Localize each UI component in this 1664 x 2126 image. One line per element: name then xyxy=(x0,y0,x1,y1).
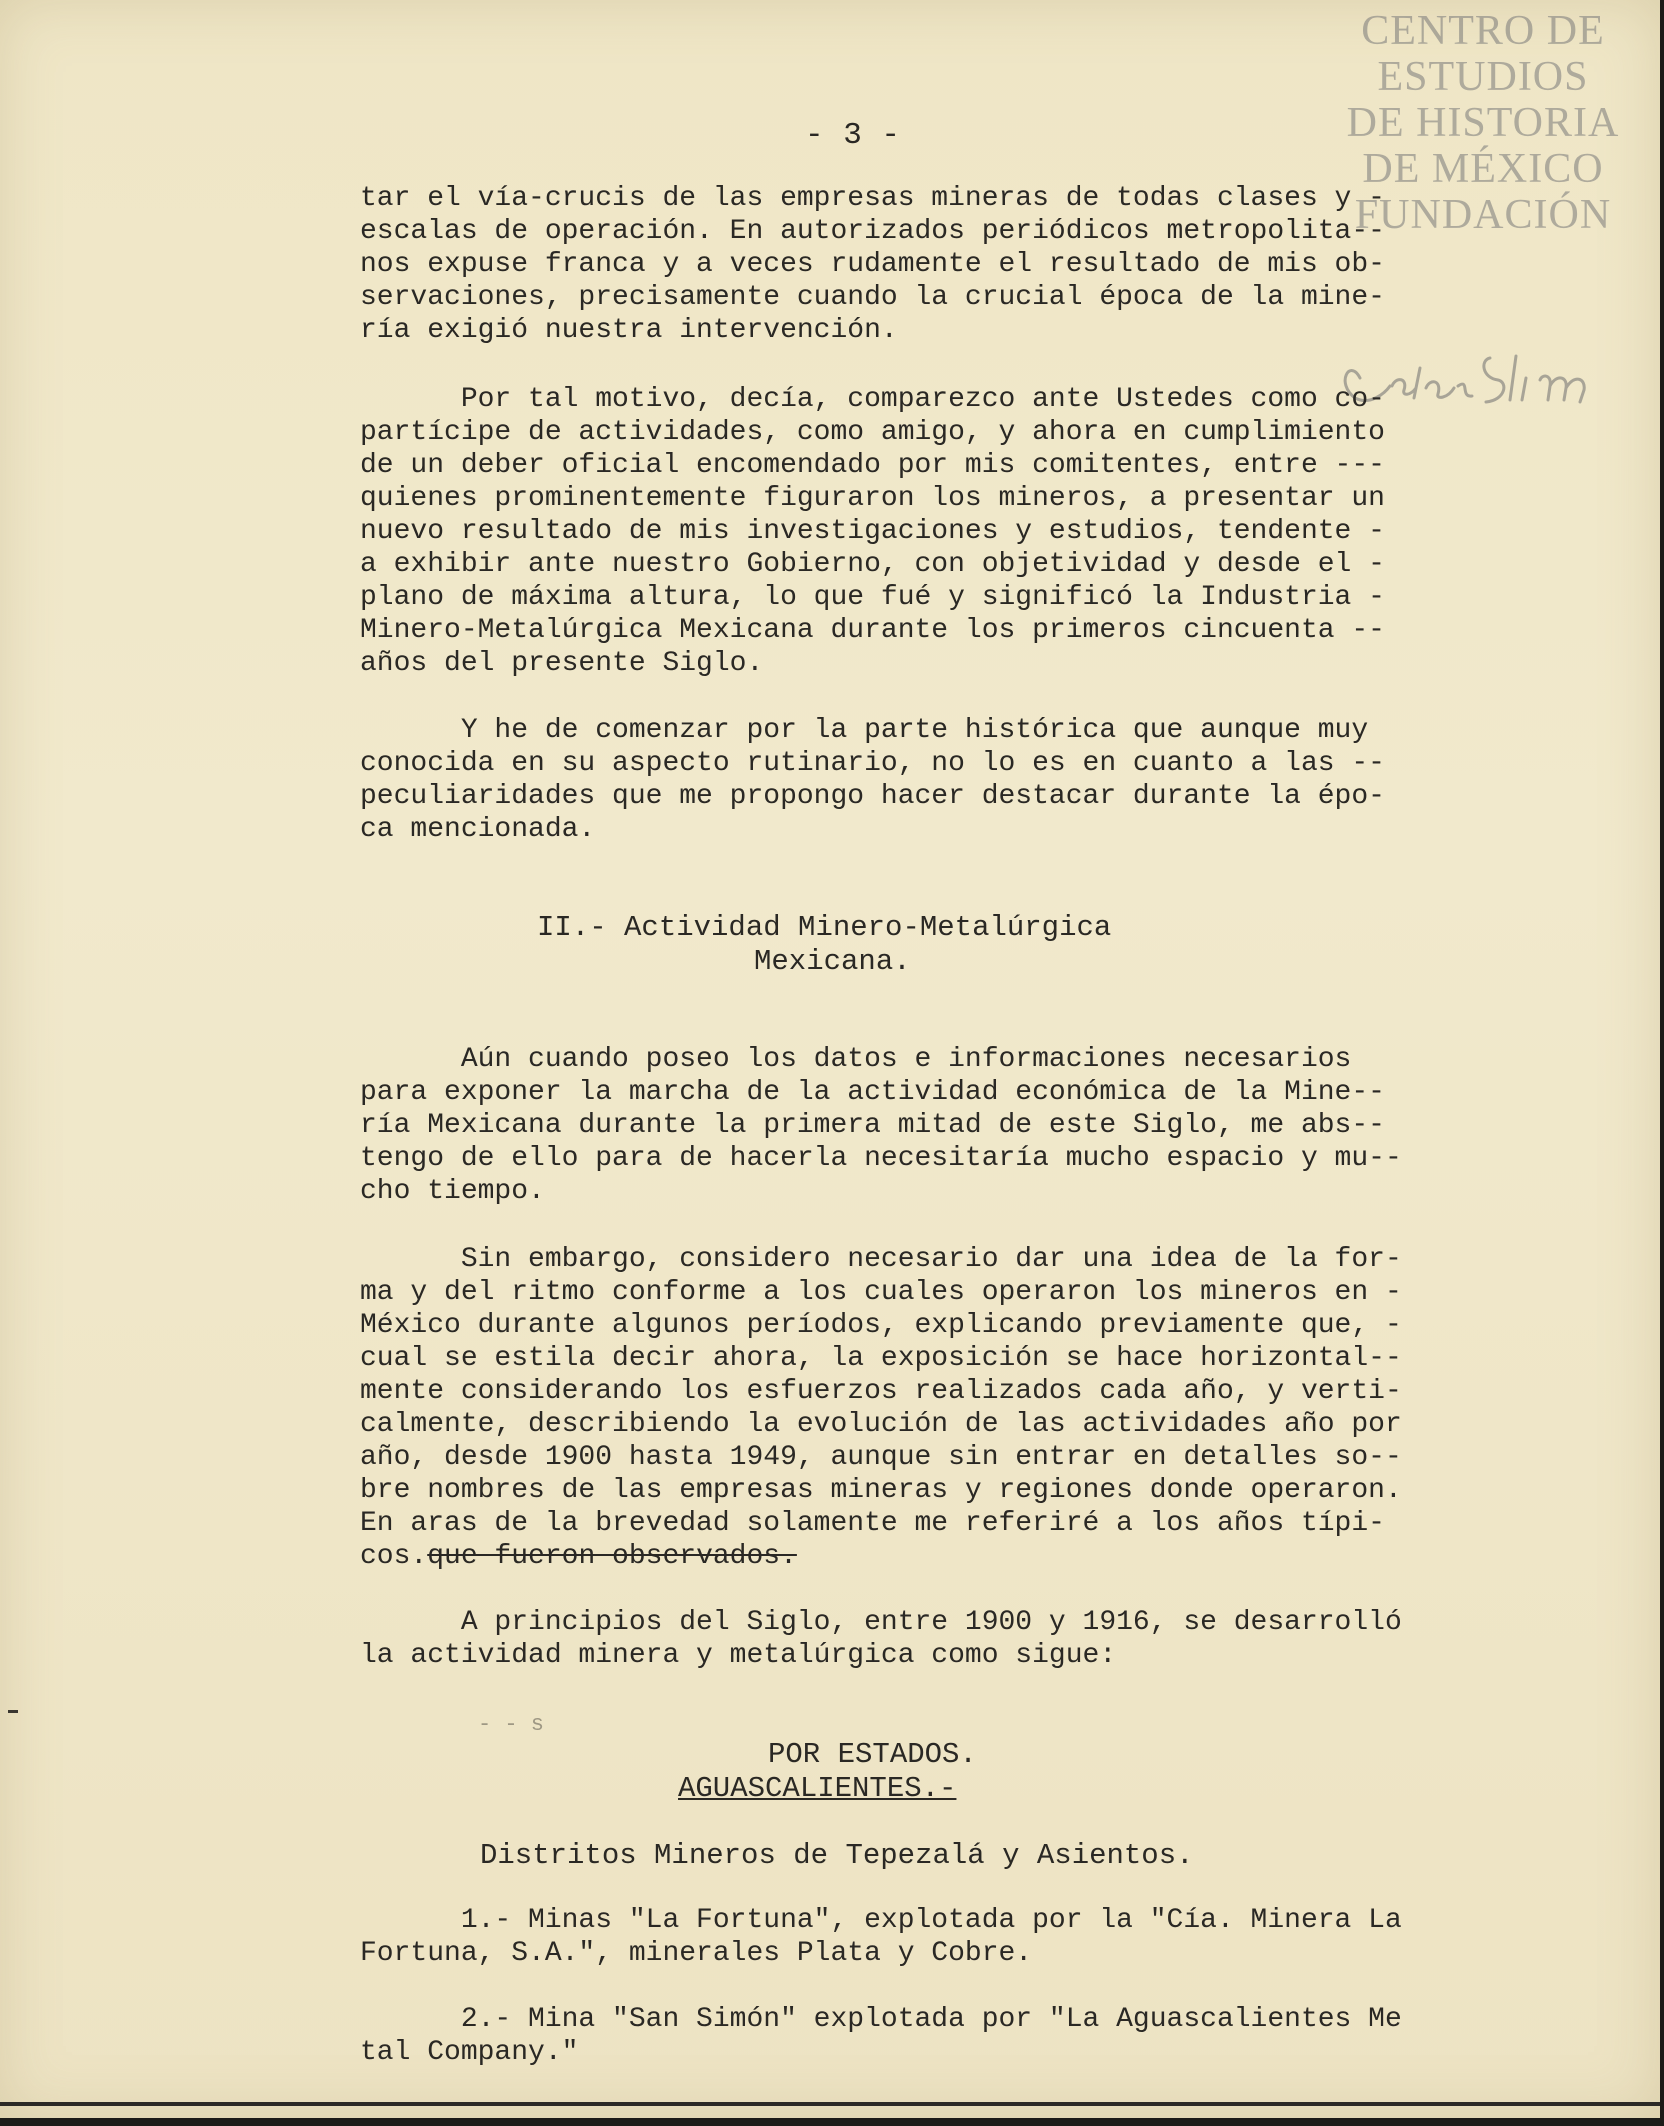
text-fragment: cos. xyxy=(360,1541,428,1572)
text-line: a exhibir ante nuestro Gobierno, con objetividad y desde el - xyxy=(360,549,1385,580)
text-line xyxy=(360,1540,1570,1573)
mine-entry xyxy=(360,2003,1570,2069)
mine-entry xyxy=(360,1904,1570,1970)
text-line: escalas de operación. En autorizados periódicos metropolita-- xyxy=(360,216,1385,247)
watermark-line: DE HISTORIA xyxy=(1346,100,1620,146)
paragraph xyxy=(360,1043,1570,1208)
text-line: calmente, describiendo la evolución de las actividades año por xyxy=(360,1409,1402,1440)
edge-mark xyxy=(8,1710,18,1713)
text-line: nos expuse franca y a veces rudamente el resultado de mis ob- xyxy=(360,249,1385,280)
bottom-edge-shadow xyxy=(0,2102,1660,2106)
text-line: tengo de ello para de hacerla necesitaría mucho espacio y mu-- xyxy=(360,1143,1402,1174)
text-line: de un deber oficial encomendado por mis comitentes, entre --- xyxy=(360,450,1385,481)
text-line: 1.- Minas "La Fortuna", explotada por la "Cía. Minera La xyxy=(360,1905,1402,1936)
text-line: servaciones, precisamente cuando la crucial época de la mine- xyxy=(360,282,1385,313)
state-name-heading: AGUASCALIENTES.- xyxy=(678,1772,957,1805)
text-line: A principios del Siglo, entre 1900 y 1916, se desarrolló xyxy=(360,1607,1402,1638)
text-line: conocida en su aspecto rutinario, no lo es en cuanto a las -- xyxy=(360,748,1385,779)
text-line: partícipe de actividades, como amigo, y ahora en cumplimiento xyxy=(360,417,1385,448)
text-line: cho tiempo. xyxy=(360,1176,545,1207)
paragraph xyxy=(360,1606,1570,1672)
page-number: - 3 - xyxy=(805,118,901,153)
section-heading-continued: Mexicana. xyxy=(754,945,911,978)
text-line: ría exigió nuestra intervención. xyxy=(360,315,898,346)
watermark-line: DE MÉXICO xyxy=(1362,146,1604,192)
paragraph xyxy=(360,383,1570,680)
section-heading: II.- Actividad Minero-Metalúrgica xyxy=(537,911,1112,944)
text-line: quienes prominentemente figuraron los mineros, a presentar un xyxy=(360,483,1385,514)
districts-heading: Distritos Mineros de Tepezalá y Asientos. xyxy=(480,1839,1194,1872)
text-line: año, desde 1900 hasta 1949, aunque sin entrar en detalles so-- xyxy=(360,1442,1402,1473)
text-line: bre nombres de las empresas mineras y regiones donde operaron. xyxy=(360,1475,1402,1506)
text-line: Sin embargo, considero necesario dar una idea de la for- xyxy=(360,1244,1402,1275)
text-line: Por tal motivo, decía, comparezco ante Ustedes como co- xyxy=(360,384,1385,415)
text-line: la actividad minera y metalúrgica como sigue: xyxy=(360,1640,1117,1671)
text-line: nuevo resultado de mis investigaciones y estudios, tendente - xyxy=(360,516,1385,547)
paragraph xyxy=(360,1243,1570,1573)
text-line: 2.- Mina "San Simón" explotada por "La Aguascalientes Me xyxy=(360,2004,1402,2035)
text-line: ma y del ritmo conforme a los cuales operaron los mineros en - xyxy=(360,1277,1402,1308)
text-line: ría Mexicana durante la primera mitad de este Siglo, me abs-- xyxy=(360,1110,1385,1141)
text-line: para exponer la marcha de la actividad económica de la Mine-- xyxy=(360,1077,1385,1108)
paragraph xyxy=(360,714,1570,846)
text-line: Minero-Metalúrgica Mexicana durante los primeros cincuenta -- xyxy=(360,615,1385,646)
text-line: tal Company." xyxy=(360,2037,579,2068)
text-line: tar el vía-crucis de las empresas mineras de todas clases y - xyxy=(360,183,1385,214)
text-line: peculiaridades que me propongo hacer destacar durante la épo- xyxy=(360,781,1385,812)
text-line: mente considerando los esfuerzos realizados cada año, y verti- xyxy=(360,1376,1402,1407)
struck-text: que fueron observados. xyxy=(427,1541,797,1572)
watermark-line: ESTUDIOS xyxy=(1377,54,1589,100)
text-line: años del presente Siglo. xyxy=(360,648,764,679)
text-line: En aras de la brevedad solamente me referiré a los años típi- xyxy=(360,1508,1385,1539)
text-line: México durante algunos períodos, explicando previamente que, - xyxy=(360,1310,1402,1341)
watermark-line: FUNDACIÓN xyxy=(1354,192,1612,238)
text-line: Aún cuando poseo los datos e informaciones necesarios xyxy=(360,1044,1352,1075)
text-line: ca mencionada. xyxy=(360,814,596,845)
text-line: Fortuna, S.A.", minerales Plata y Cobre. xyxy=(360,1938,1033,1969)
text-line: plano de máxima altura, lo que fué y significó la Industria - xyxy=(360,582,1385,613)
paragraph xyxy=(360,182,1570,347)
by-state-heading: POR ESTADOS. xyxy=(768,1738,977,1771)
text-line: Y he de comenzar por la parte histórica que aunque muy xyxy=(360,715,1369,746)
text-line: cual se estila decir ahora, la exposición se hace horizontal-- xyxy=(360,1343,1402,1374)
watermark-line: CENTRO DE xyxy=(1361,8,1605,54)
faint-mark: - - s xyxy=(478,1712,545,1737)
